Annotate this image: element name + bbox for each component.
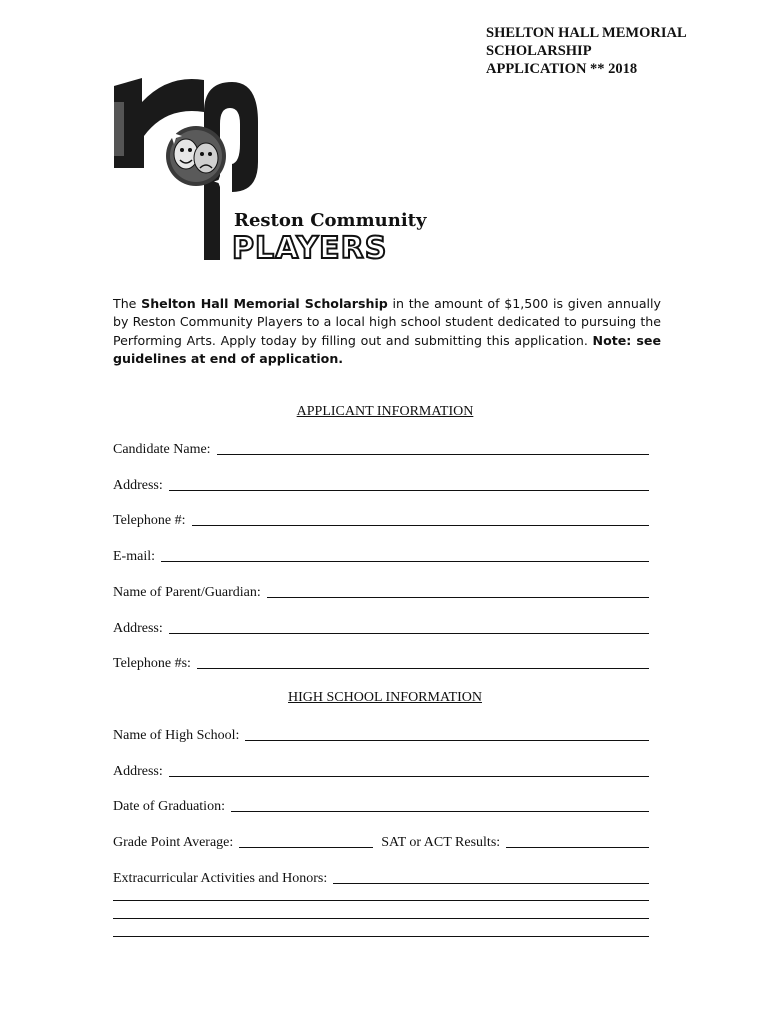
extracurricular-activities-field[interactable]: Extracurricular Activities and Honors: <box>113 867 649 887</box>
sat-act-label: SAT or ACT Results: <box>381 835 501 850</box>
extracurricular-line-3[interactable] <box>113 918 649 919</box>
high-school-name-field[interactable]: Name of High School: <box>113 724 649 744</box>
reston-community-players-logo <box>108 72 438 272</box>
sat-act-field[interactable] <box>506 847 649 848</box>
extracurricular-line-2[interactable] <box>113 900 649 901</box>
form-title <box>486 24 756 78</box>
gpa-sat-act-row[interactable] <box>113 831 649 851</box>
gpa-field[interactable] <box>239 847 373 848</box>
high-school-address-field[interactable]: Address: <box>113 760 649 780</box>
telephone-field[interactable]: Telephone #: <box>113 509 649 529</box>
gpa-label: Grade Point Average: <box>113 835 234 850</box>
parent-address-field[interactable]: Address: <box>113 617 649 637</box>
form-title-line-3: APPLICATION ** 2018 <box>486 61 638 77</box>
graduation-date-field[interactable]: Date of Graduation: <box>113 795 649 815</box>
form-title-line-2: SCHOLARSHIP <box>486 43 592 59</box>
form-title-line-1: SHELTON HALL MEMORIAL <box>486 25 687 41</box>
applicant-information-heading: APPLICANT INFORMATION <box>296 404 474 419</box>
logo-text-reston-community: Reston Community <box>234 210 427 231</box>
address-field[interactable]: Address: <box>113 474 649 494</box>
guidelines-note: Note: see guidelines at end of application. <box>113 332 661 367</box>
extracurricular-line-4[interactable] <box>113 936 649 937</box>
parent-telephone-field[interactable]: Telephone #s: <box>113 652 649 672</box>
logo-text-players: PLAYERS <box>232 231 388 266</box>
high-school-information-heading: HIGH SCHOOL INFORMATION <box>288 690 482 705</box>
scholarship-description: The Shelton Hall Memorial Scholarship in the amount of $1,500 is given annually by Reston Community Players to a local high school student dedicated to pursuing the Performing Arts. Apply today by filling out and submitting this application. Note: see guidelines at end of application. <box>113 296 661 367</box>
candidate-name-field[interactable]: Candidate Name: <box>113 438 649 458</box>
email-field[interactable]: E-mail: <box>113 545 649 565</box>
scholarship-name: Shelton Hall Memorial Scholarship <box>141 296 388 311</box>
parent-guardian-name-field[interactable]: Name of Parent/Guardian: <box>113 581 649 601</box>
